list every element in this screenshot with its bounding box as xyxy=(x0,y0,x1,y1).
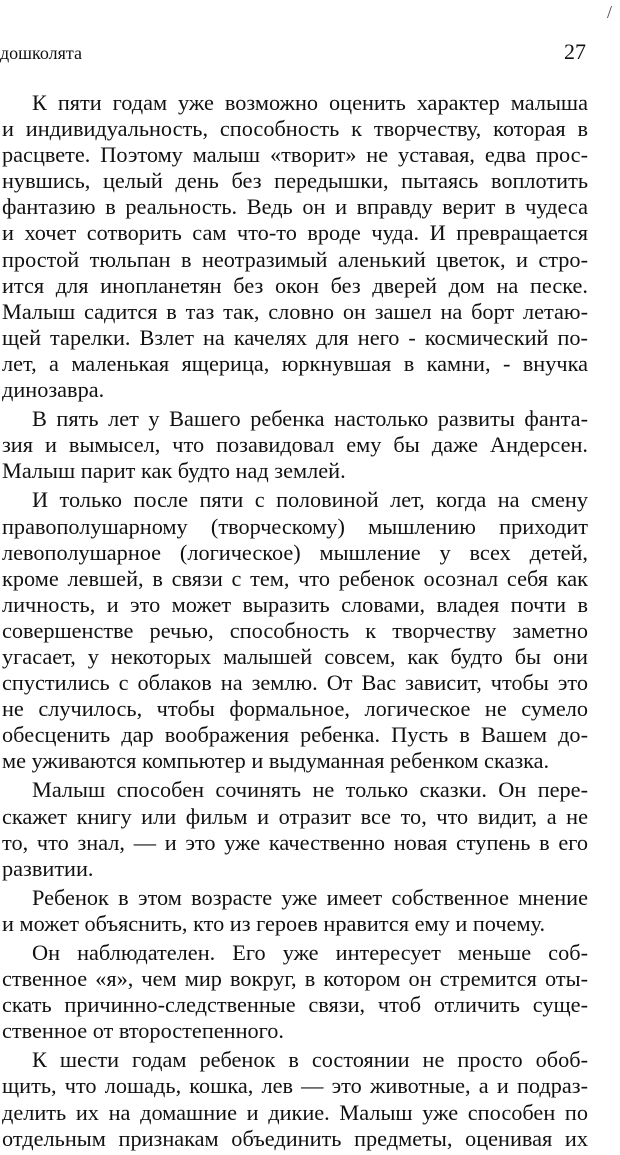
text-line: угасает, у некоторых малышей совсем, как будто бы они xyxy=(2,643,588,669)
text-line: щить, что лошадь, кошка, лев — это животные, а и подраз- xyxy=(2,1073,588,1099)
text-line: Малыш садится в таз так, словно он зашел на борт летаю- xyxy=(2,298,588,324)
paragraph xyxy=(2,406,588,484)
text-line: кроме левшей, в связи с тем, что ребенок осознал себя как xyxy=(2,565,588,591)
body-text xyxy=(2,90,588,1155)
text-line: отдельным признакам объединить предметы, оценивая их xyxy=(2,1125,588,1151)
text-line: совершенстве речью, способность к творчеству заметно xyxy=(2,617,588,643)
text-line: обесценить дар воображения ребенка. Пусть в Вашем до- xyxy=(2,722,588,748)
text-line: щей тарелки. Взлет на качелях для него - космический по- xyxy=(2,324,588,350)
text-line: личность, и это может выразить словами, владея почти в xyxy=(2,591,588,617)
running-title: дошколята xyxy=(0,43,82,63)
text-line: Ребенок в этом возрасте уже имеет собственное мнение xyxy=(32,884,588,910)
text-line: спустились с облаков на землю. От Вас зависит, чтобы это xyxy=(2,670,588,696)
text-line: зия и вымысел, что позавидовал ему бы даже Андерсен. xyxy=(2,432,588,458)
paragraph xyxy=(2,777,588,881)
text-line: правополушарному (творческому) мышлению приходит xyxy=(2,513,588,539)
text-line: и хочет сотворить сам что-то вроде чуда. И превращается xyxy=(2,220,588,246)
text-line: расцвете. Поэтому малыш «творит» не уставая, едва прос- xyxy=(2,142,588,168)
text-line: И только после пяти с половиной лет, когда на смену xyxy=(32,487,588,513)
page-number: 27 xyxy=(564,39,586,64)
text-line: то, что знал, — и это уже качественно новая ступень в его xyxy=(2,829,588,855)
text-line: фантазию в реальность. Ведь он и вправду верит в чудеса xyxy=(2,194,588,220)
text-line: не случилось, чтобы формальное, логическое не сумело xyxy=(2,696,588,722)
paragraph xyxy=(2,90,588,403)
text-line: делить их на домашние и дикие. Малыш уже способен по xyxy=(2,1099,588,1125)
text-line: левополушарное (логическое) мышление у всех детей, xyxy=(2,539,588,565)
text-line: нувшись, целый день без передышки, пытаясь воплотить xyxy=(2,168,588,194)
corner-mark: / xyxy=(606,2,612,22)
text-line: Малыш способен сочинять не только сказки. Он пере- xyxy=(32,777,588,803)
text-line: простой тюльпан в неотразимый аленький цветок, и стро- xyxy=(2,246,588,272)
paragraph xyxy=(2,1047,588,1151)
text-line: ственное от второстепенного. xyxy=(2,1018,284,1044)
text-line: К шести годам ребенок в состоянии не просто обоб- xyxy=(32,1047,588,1073)
text-line: и может объяснить, кто из героев нравится ему и почему. xyxy=(2,910,546,936)
text-line: ственное «я», чем мир вокруг, в котором он стремится оты- xyxy=(2,966,588,992)
text-line: скать причинно-следственные связи, чтоб отличить суще- xyxy=(2,992,588,1018)
text-line: лет, а маленькая ящерица, юркнувшая в камни, - внучка xyxy=(2,350,588,376)
text-line: динозавра. xyxy=(2,377,105,403)
paragraph xyxy=(2,885,588,937)
text-line: и индивидуальность, способность к творчеству, которая в xyxy=(2,116,588,142)
text-line: К пяти годам уже возможно оценить характер малыша xyxy=(32,90,588,115)
text-line: Малыш парит как будто над землей. xyxy=(2,458,346,484)
text-line: В пять лет у Вашего ребенка настолько развиты фанта- xyxy=(32,406,588,432)
paragraph xyxy=(2,487,588,774)
text-line: Он наблюдателен. Его уже интересует меньше соб- xyxy=(32,940,588,965)
text-line: скажет книгу или фильм и отразит все то, что видит, а не xyxy=(2,803,588,829)
text-line: ится для инопланетян без окон без дверей дом на песке. xyxy=(2,272,588,298)
text-line: ме уживаются компьютер и выдуманная ребенком сказка. xyxy=(2,748,550,774)
text-line: развитии. xyxy=(2,855,94,881)
paragraph xyxy=(2,940,588,1044)
